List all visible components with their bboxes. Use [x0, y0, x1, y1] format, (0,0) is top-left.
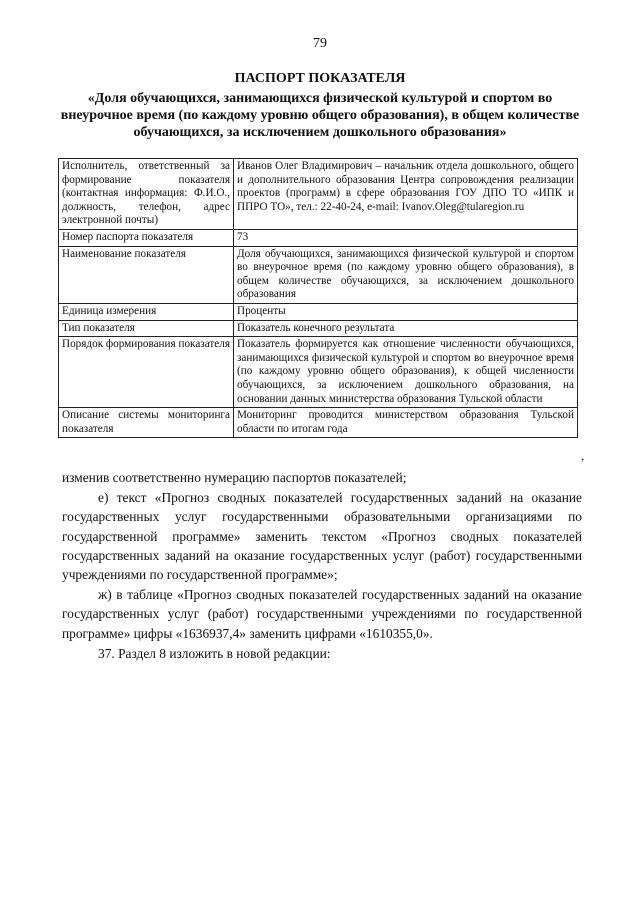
body-text	[62, 468, 582, 663]
row-value: Показатель конечного результата	[234, 320, 578, 337]
row-label: Исполнитель, ответственный за формирование показателя (контактная информация: Ф.И.О., должность, телефон, адрес электронной почты)	[59, 159, 234, 230]
row-value: Мониторинг проводится министерством образования Тульской области по итогам года	[234, 408, 578, 438]
paragraph: 37. Раздел 8 изложить в новой редакции:	[98, 645, 331, 661]
paragraph: ж) в таблице «Прогноз сводных показателей государственных заданий на оказание государственных услуг (работ) государственными учреждениями по государственной программе» цифры «1636937,4» заменить цифрами «1610355,0».	[62, 587, 582, 641]
table-row	[59, 246, 578, 303]
row-label: Тип показателя	[59, 320, 234, 337]
table-row	[59, 320, 578, 337]
paragraph: е) текст «Прогноз сводных показателей государственных заданий на оказание государственных услуг государственными образовательными организациями по государственной программе» заменить текстом «Прогноз сводных показателей государственных заданий на оказание государственных услуг (работ) государственными учреждениями по государственной программе»;	[62, 490, 582, 583]
row-value: Показатель формируется как отношение численности обучающихся, занимающихся физической культурой и спортом во внеурочное время (по каждому уровню общего образования), к общей численности обучающихся, за исключением дошкольного образования, на основании данных министерства образования Тульской области	[234, 337, 578, 408]
paragraph: изменив соответственно нумерацию паспортов показателей;	[62, 470, 407, 485]
page-number: 79	[313, 36, 327, 51]
row-value: Доля обучающихся, занимающихся физической культурой и спортом во внеурочное время (по каждому уровню общего образования), в общем количестве обучающихся, за исключением дошкольного образования	[234, 246, 578, 303]
row-value: Иванов Олег Владимирович – начальник отдела дошкольного, общего и дополнительного образования Центра сопровождения реализации проектов (программ) в сфере образования ГОУ ДПО ТО «ИПК и ППРО ТО», тел.: 22-40-24, e-mail: Ivanov.Oleg@tularegion.ru	[234, 159, 578, 230]
row-label: Номер паспорта показателя	[59, 229, 234, 246]
row-label: Наименование показателя	[59, 246, 234, 303]
document-title: ПАСПОРТ ПОКАЗАТЕЛЯ	[234, 71, 406, 86]
table-row	[59, 229, 578, 246]
document-subtitle: «Доля обучающихся, занимающихся физической культурой и спортом во внеурочное время (по каждому уровню общего образования), в общем количестве обучающихся, за исключением дошкольного образования»	[60, 91, 580, 140]
row-label: Описание системы мониторинга показателя	[59, 408, 234, 438]
row-value: 73	[234, 229, 578, 246]
table-trailing-comma: ,	[581, 448, 585, 463]
table-row	[59, 408, 578, 438]
document-title-block	[56, 70, 584, 141]
indicator-passport-table	[58, 158, 578, 438]
row-label: Единица измерения	[59, 303, 234, 320]
row-value: Проценты	[234, 303, 578, 320]
table-row	[59, 303, 578, 320]
table-row	[59, 337, 578, 408]
row-label: Порядок формирования показателя	[59, 337, 234, 408]
table-row	[59, 159, 578, 230]
